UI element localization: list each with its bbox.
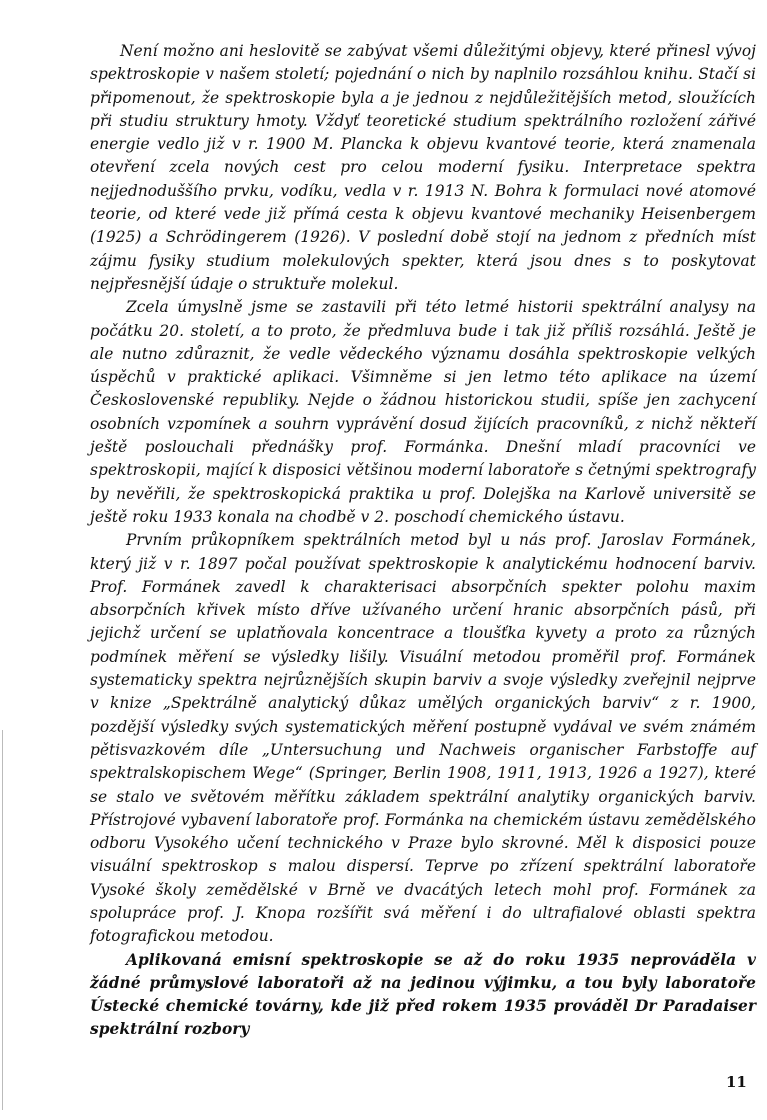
- paragraph-prof-formanek: Prvním průkopníkem spektrálních metod byl u nás prof. Jaroslav Formánek, který již v r. 1897 počal používat spektroskopie k analytickému hodnocení barviv. Prof. Formánek zavedl k charakterisaci absorpčních spekter polohu maxim absorpčních křivek místo dříve užívaného určení hranic absorpčních pásů, při jejichž určení se uplatňovala koncentrace a tloušťka kyvety a proto za různých podmínek měření se výsledky lišily. Visuální metodou proměřil prof. Formánek systematicky spektra nejrůznějších skupin barviv a svoje výsledky zveřejnil nejprve v knize „Spektrálně analytický důkaz umělých organických barviv“ z r. 1900, pozdější výsledky svých systematických měření postupně vydával ve svém známém pětisvazkovém díle „Untersuchung und Nachweis organischer Farbstoffe auf spektralskopischem Wege“ (Springer, Berlin 1908, 1911, 1913, 1926 a 1927), které se stalo ve světovém měřítku základem spektrální analytiky organických barviv. Přístrojové vybavení laboratoře prof. Formánka na chemickém ústavu zemědělského odboru Vysokého učení technického v Praze bylo skrovné. Měl k disposici pouze visuální spektroskop s malou dispersí. Teprve po zřízení spektrální laboratoře Vysoké školy zemědělské v Brně ve dvacátých letech mohl prof. Formánek za spolupráce prof. J. Knopa rozšířit svá měření i do ultrafialové oblasti spektra fotografickou metodou.: [90, 531, 756, 946]
- scan-edge-line: [2, 730, 3, 1110]
- paragraph-emission-spectroscopy: Aplikovaná emisní spektroskopie se až do roku 1935 neprováděla v žádné průmyslové laboratoři až na jedinou výjimku, a tou byly laboratoře Ústecké chemické továrny, kde již před rokem 1935 prováděl Dr Paradaiser spektrální rozbory: [90, 950, 756, 1039]
- paragraph-applied-spectroscopy: Zcela úmyslně jsme se zastavili při této letmé historii spektrální analysy na počátku 20. století, a to proto, že předmluva bude i tak již příliš rozsáhlá. Ještě je ale nutno zdůraznit, že vedle vědeckého významu dosáhla spektroskopie velkých úspěchů v praktické aplikaci. Všimněme si jen letmo této aplikace na území Československé republiky. Nejde o žádnou historickou studii, spíše jen zachycení osobních vzpomínek a souhrn vyprávění dosud žijících pracovníků, z nichž někteří ještě poslouchali přednášky prof. Formánka. Dnešní mladí pracovníci ve spektroskopii, mající k disposici většinou moderní laboratoře s četnými spektrografy by nevěřili, že spektroskopická praktika u prof. Dolejška na Karlově universitě se ještě roku 1933 konala na chodbě v 2. poschodí chemického ústavu.: [90, 298, 756, 526]
- body-text: [90, 40, 756, 1042]
- paragraph-history-overview: Není možno ani heslovitě se zabývat všemi důležitými objevy, které přinesl vývoj spektroskopie v našem století; pojednání o nich by naplnilo rozsáhlou knihu. Stačí si připomenout, že spektroskopie byla a je jednou z nejdůležitějších metod, sloužících při studiu struktury hmoty. Vždyť teoretické studium spektrálního rozložení zářivé energie vedlo již v r. 1900 M. Plancka k objevu kvantové teorie, která znamenala otevření zcela nových cest pro celou moderní fysiku. Interpretace spektra nejjednoduššího prvku, vodíku, vedla v r. 1913 N. Bohra k formulaci nové atomové teorie, od které vede již přímá cesta k objevu kvantové mechaniky Heisenbergem (1925) a Schrödingerem (1926). V poslední době stojí na jednom z předních míst zájmu fysiky studium molekulových spekter, která jsou dnes s to poskytovat nejpřesnější údaje o struktuře molekul.: [90, 42, 756, 293]
- page-number: 11: [726, 1073, 747, 1091]
